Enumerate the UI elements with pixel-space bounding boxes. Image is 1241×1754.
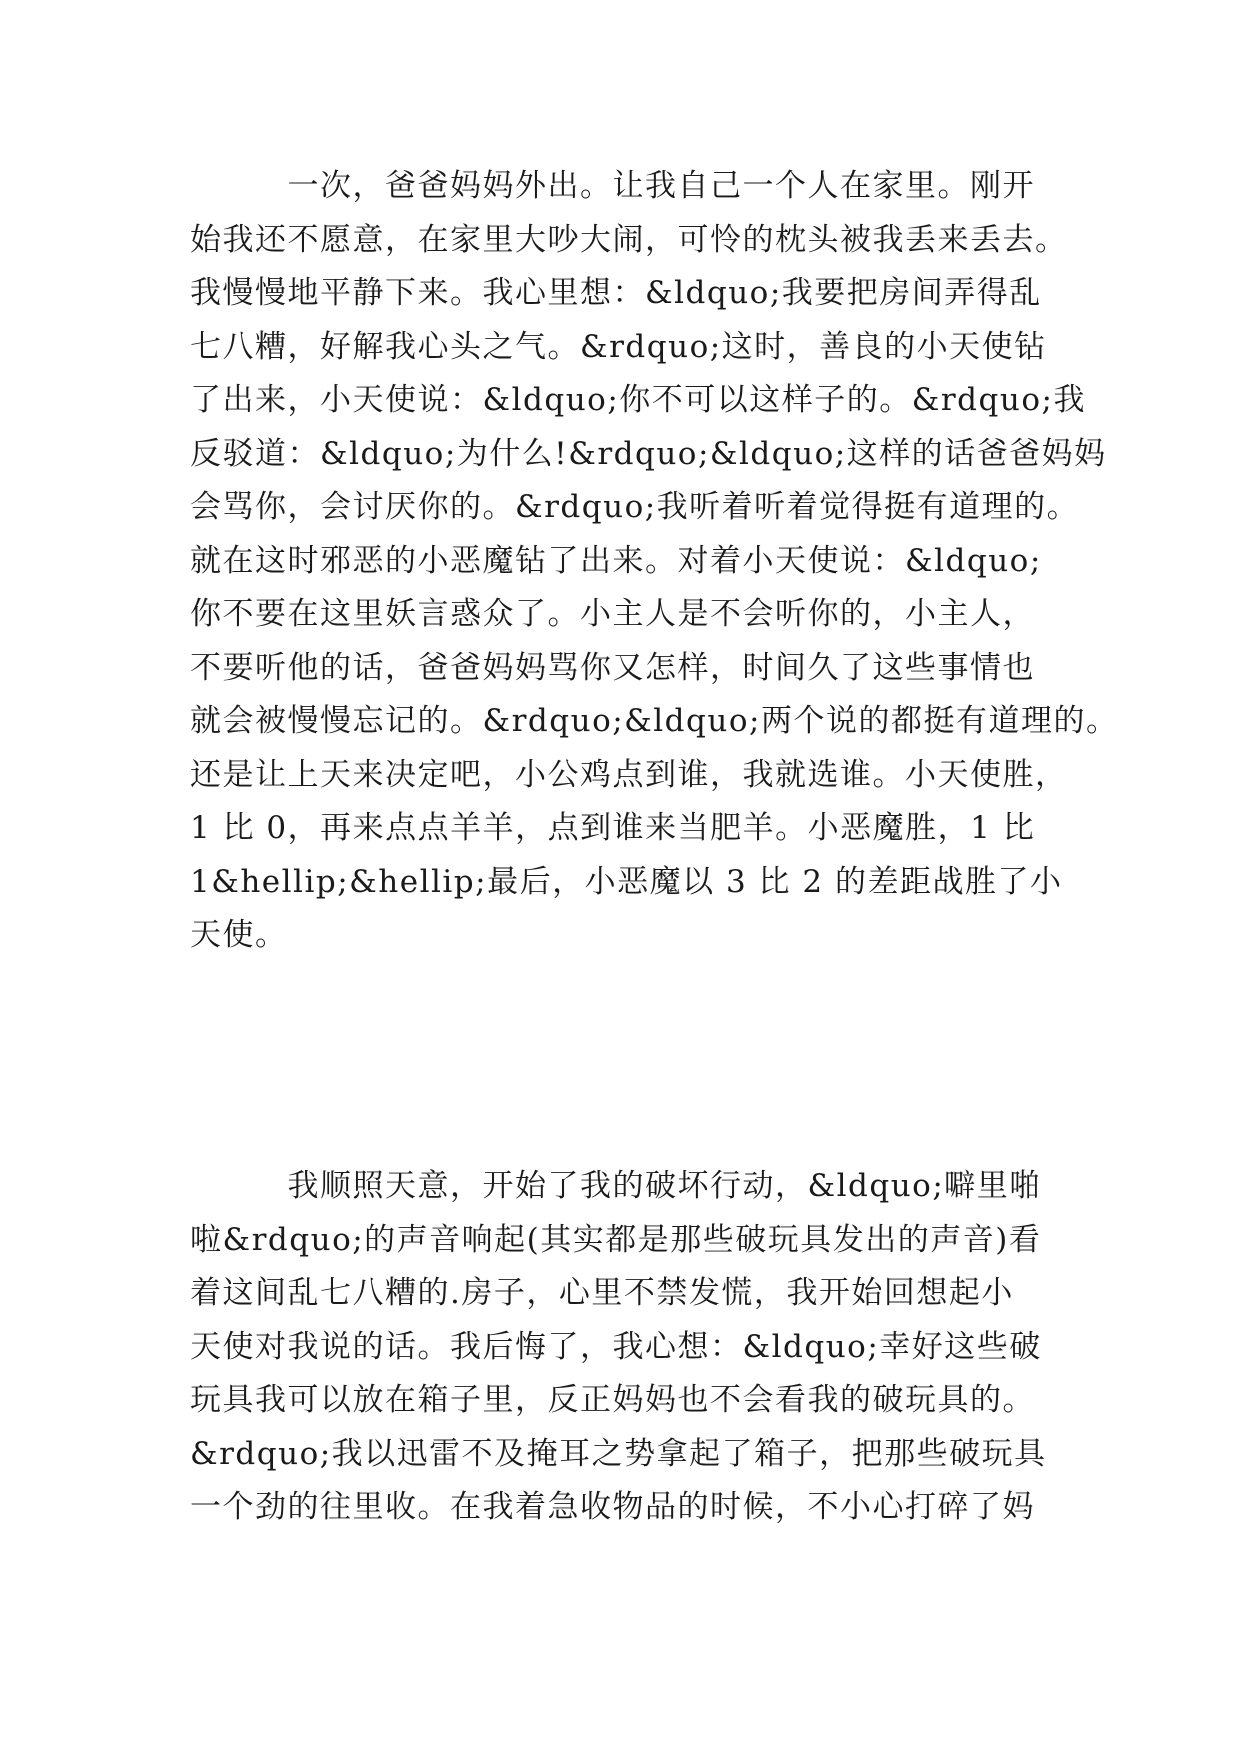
text-line: 1 比 0，再来点点羊羊，点到谁来当肥羊。小恶魔胜，1 比 (190, 810, 1036, 846)
text-line: 天使对我说的话。我后悔了，我心想：&ldquo;幸好这些破 (190, 1328, 1042, 1365)
text-line: 1&hellip;&hellip;最后，小恶魔以 3 比 2 的差距战胜了小 (190, 863, 1063, 900)
text-line: 一个劲的往里收。在我着急收物品的时候，不小心打碎了妈 (190, 1489, 1035, 1525)
text-line: 就会被慢慢忘记的。&rdquo;&ldquo;两个说的都挺有道理的。 (190, 703, 1119, 739)
text-line: 始我还不愿意，在家里大吵大闹，可怜的枕头被我丢来丢去。 (190, 221, 1068, 258)
text-line: 我慢慢地平静下来。我心里想：&ldquo;我要把房间弄得乱 (190, 275, 1042, 311)
paragraph (190, 160, 1119, 963)
text-line: 我顺照天意，开始了我的破坏行动，&ldquo;噼里啪 (190, 1168, 1042, 1204)
text-line: 会骂你，会讨厌你的。&rdquo;我听着听着觉得挺有道理的。 (190, 489, 1080, 525)
text-line: 天使。 (190, 917, 288, 953)
text-line: 不要听他的话，爸爸妈妈骂你又怎样，时间久了这些事情也 (190, 649, 1035, 686)
text-line: &rdquo;我以迅雷不及掩耳之势拿起了箱子，把那些破玩具 (190, 1435, 1047, 1472)
text-line: 玩具我可以放在箱子里，反正妈妈也不会看我的破玩具的。 (190, 1382, 1035, 1418)
text-line: 就在这时邪恶的小恶魔钻了出来。对着小天使说：&ldquo; (190, 542, 1042, 579)
text-line: 你不要在这里妖言惑众了。小主人是不会听你的，小主人， (190, 596, 1035, 632)
text-line: 反驳道：&ldquo;为什么!&rdquo;&ldquo;这样的话爸爸妈妈 (190, 435, 1107, 472)
paragraph (190, 1160, 1070, 1535)
text-line: 啦&rdquo;的声音响起(其实都是那些破玩具发出的声音)看 (190, 1221, 1042, 1258)
text-line: 着这间乱七八糟的.房子，心里不禁发慌，我开始回想起小 (190, 1275, 1014, 1311)
text-line: 还是让上天来决定吧，小公鸡点到谁，我就选谁。小天使胜， (190, 756, 1068, 793)
text-line: 七八糟，好解我心头之气。&rdquo;这时，善良的小天使钻 (190, 328, 1047, 365)
text-line: 了出来，小天使说：&ldquo;你不可以这样子的。&rdquo;我 (190, 382, 1086, 418)
text-line: 一次，爸爸妈妈外出。让我自己一个人在家里。刚开 (190, 168, 1035, 204)
